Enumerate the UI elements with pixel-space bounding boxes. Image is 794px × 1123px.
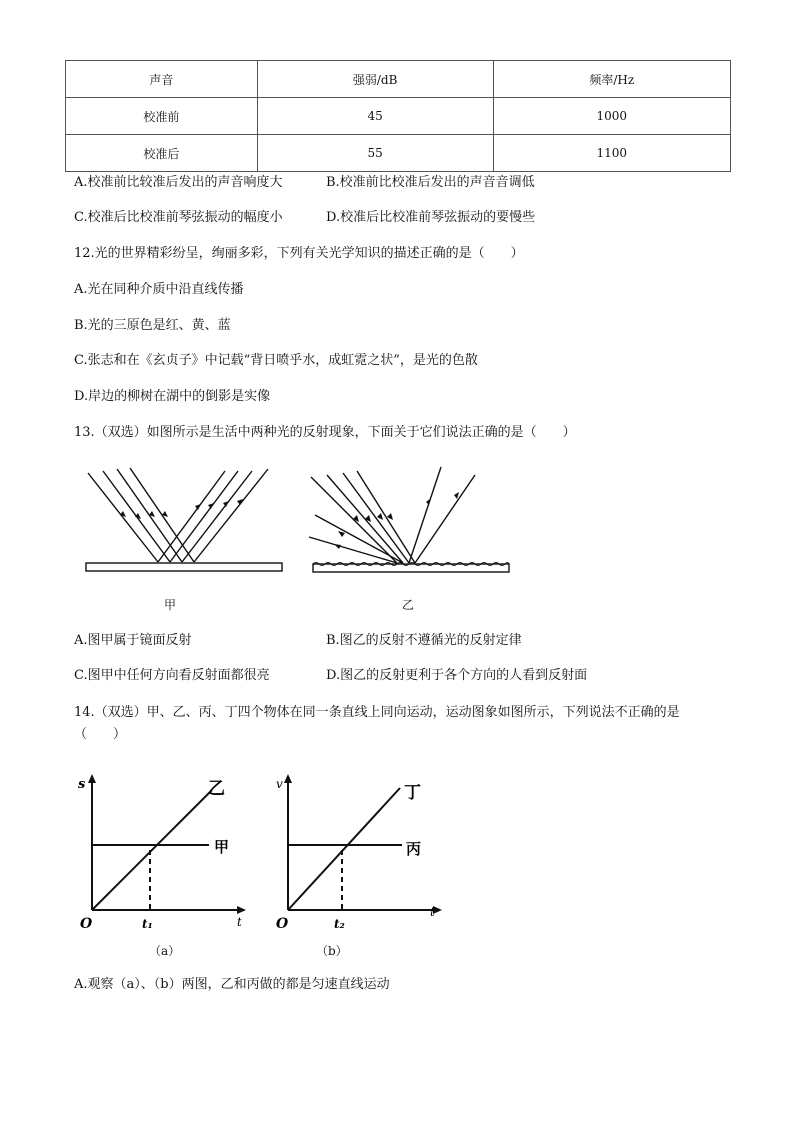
q14-option-a: A.观察（a）、（b）两图，乙和丙做的都是匀速直线运动 [74,977,390,992]
graph-a-caption: （a） [149,944,181,958]
graph-a-s-t [74,770,254,930]
q13-option-b: B.图乙的反射不遵循光的反射定律 [326,633,522,648]
table-cell: 校准后 [66,135,258,172]
table-row [66,135,731,172]
graph-a-origin: O [80,916,93,932]
q12-stem: 12.光的世界精彩纷呈，绚丽多彩，下列有关光学知识的描述正确的是（ ） [74,246,524,261]
graph-b-line1-label: 丁 [404,783,421,803]
q11-option-d: D.校准后比校准前琴弦振动的要慢些 [326,210,536,225]
q12-option-a: A.光在同种介质中沿直线传播 [74,282,244,297]
q14-stem: 14.（双选）甲、乙、丙、丁四个物体在同一条直线上同向运动，运动图象如图所示，下列说法不正确的是 [74,705,680,720]
table-cell: 校准前 [66,98,258,135]
table-cell: 45 [257,98,493,135]
mirror-reflection-figure [80,465,290,580]
sound-table [65,60,731,172]
figure-label-jia: 甲 [164,598,177,612]
q12-option-d: D.岸边的柳树在湖中的倒影是实像 [74,389,271,404]
graph-a-xlabel: t [237,915,242,929]
graph-a-ylabel: s [78,777,86,792]
q11-option-c: C.校准后比校准前琴弦振动的幅度小 [74,210,283,225]
graph-b-ylabel: v [276,777,283,791]
graph-b-origin: O [276,916,289,932]
graph-b-xlabel: t [430,905,435,919]
q13-stem: 13.（双选）如图所示是生活中两种光的反射现象，下面关于它们说法正确的是（ ） [74,425,576,440]
diffuse-reflection-figure [305,463,515,581]
q11-option-b: B.校准前比校准后发出的声音音调低 [326,175,535,190]
table-header: 声音 [66,61,258,98]
table-header: 强弱/dB [257,61,493,98]
figure-label-yi: 乙 [402,598,415,612]
graph-b-line2-label: 丙 [406,840,422,858]
table-header: 频率/Hz [493,61,730,98]
q12-option-c: C.张志和在《玄贞子》中记载“背日喷乎水，成虹霓之状”，是光的色散 [74,353,478,368]
graph-b-tick: t₂ [334,917,345,931]
graph-a-line2-label: 甲 [214,838,230,856]
graph-a-tick: t₁ [142,917,153,931]
q11-option-a: A.校准前比较准后发出的声音响度大 [74,175,283,190]
table-cell: 1000 [493,98,730,135]
q13-option-a: A.图甲属于镜面反射 [74,633,192,648]
q13-option-c: C.图甲中任何方向看反射面都很亮 [74,668,270,683]
table-header-row [66,61,731,98]
table-row [66,98,731,135]
graph-a-line1-label: 乙 [208,779,225,799]
q14-stem-paren: （ ） [74,727,127,742]
table-cell: 55 [257,135,493,172]
q13-option-d: D.图乙的反射更利于各个方向的人看到反射面 [326,668,588,683]
table-cell: 1100 [493,135,730,172]
graph-b-caption: （b） [316,944,348,958]
q12-option-b: B.光的三原色是红、黄、蓝 [74,318,231,333]
graph-b-v-t [270,770,450,930]
